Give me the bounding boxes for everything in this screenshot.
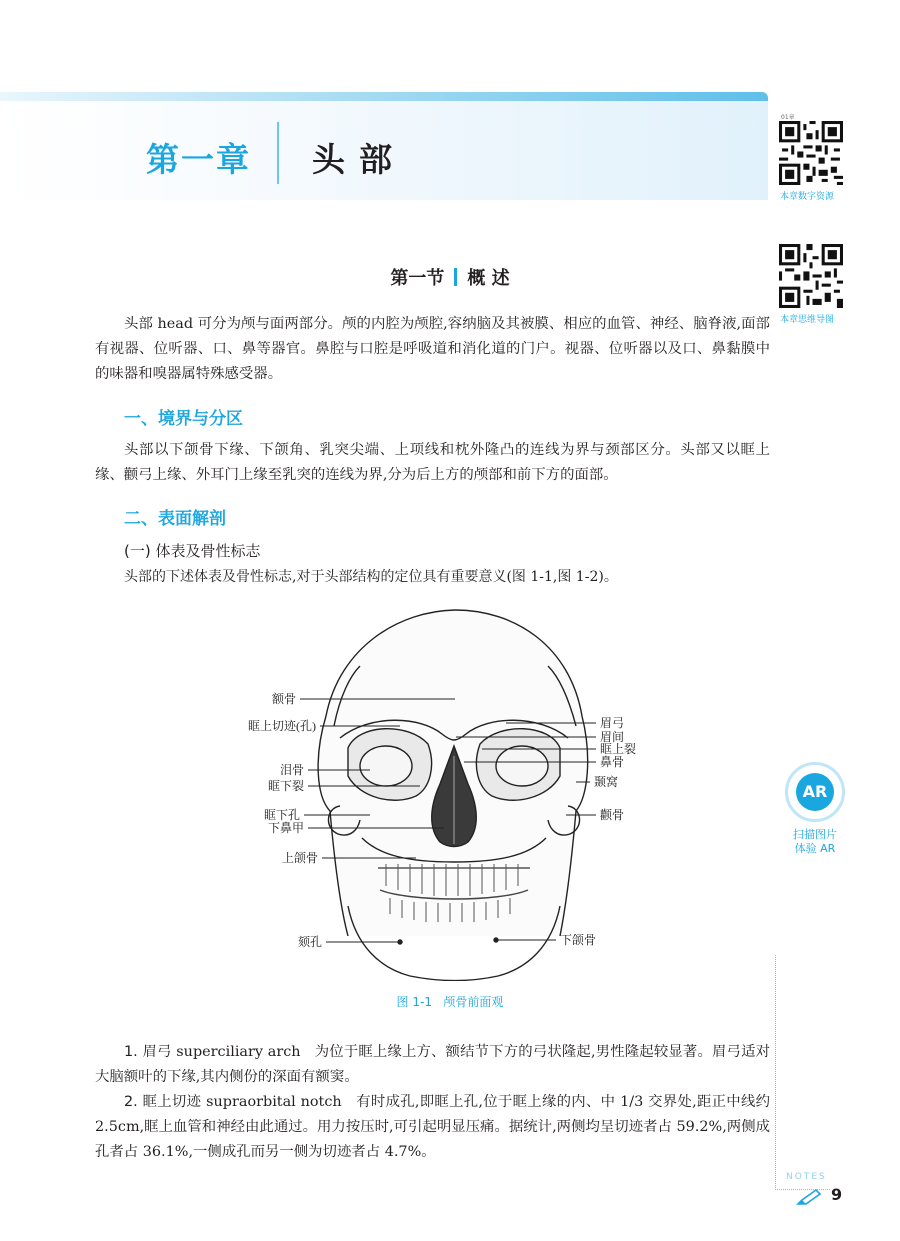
subsection2-heading: 二、表面解剖 — [124, 509, 226, 529]
label-nasal-bone: 鼻骨 — [600, 755, 625, 769]
item-supraorbital-notch — [95, 1090, 770, 1165]
subsection2-intro: 头部的下述体表及骨性标志,对于头部结构的定位具有重要意义(图 1-1,图 1-2)。 — [124, 569, 618, 585]
item1-english: superciliary arch — [176, 1044, 301, 1060]
ar-icon: AR — [796, 773, 834, 811]
subsection1-paragraph: 头部以下颌骨下缘、下颌角、乳突尖端、上项线和枕外隆凸的连线为界与颈部区分。头部又以眶上缘、颧弓上缘、外耳门上缘至乳突的连线为界,分为后上方的颅部和前下方的面部。 — [95, 442, 770, 483]
item1-term: 眉弓 — [142, 1044, 172, 1060]
item2-term: 眶上切迹 — [142, 1094, 202, 1110]
label-superior-orbital-fissure: 眶上裂 — [600, 742, 637, 756]
label-superciliary-arch: 眉弓 — [600, 716, 625, 730]
label-maxilla: 上颌骨 — [281, 851, 318, 865]
ar-caption-line1: 扫描图片 — [793, 828, 837, 841]
pencil-icon — [796, 1188, 822, 1206]
label-mental-foramen: 颏孔 — [297, 935, 322, 949]
label-temporal-fossa: 颞窝 — [594, 775, 619, 789]
subsection1-heading: 一、境界与分区 — [124, 409, 243, 429]
item2-number: 2. — [124, 1094, 138, 1110]
item2-english: supraorbital notch — [206, 1094, 342, 1110]
item2-text: 有时成孔,即眶上孔,位于眶上缘的内、中 1/3 交界处,距正中线约 2.5cm,眶上血管和神经由此通过。用力按压时,可引起明显压痛。据统计,两侧均呈切迹者占 59.2%,两侧成孔者占 36.1%,一侧成孔而另一侧为切迹者占 4.7%。 — [95, 1094, 771, 1160]
chapter-divider — [277, 122, 279, 184]
figure-caption-number: 图 1-1 — [396, 995, 432, 1009]
item-superciliary-arch — [95, 1040, 770, 1090]
qr-code-icon[interactable] — [779, 121, 843, 185]
label-supraorbital-notch: 眶上切迹(孔) — [248, 719, 316, 733]
notes-margin-line — [775, 955, 777, 1190]
label-zygomatic-bone: 颧骨 — [600, 808, 625, 822]
label-inferior-nasal-concha: 下鼻甲 — [267, 821, 304, 835]
section-number: 第一节 — [390, 268, 445, 289]
item1-text: 为位于眶上缘上方、额结节下方的弓状隆起,男性隆起较显著。眉弓适对大脑额叶的下缘,其内侧份的深面有额窦。 — [95, 1044, 771, 1085]
figure-caption — [0, 993, 900, 1010]
figure-caption-text: 颅骨前面观 — [443, 995, 504, 1009]
label-infraorbital-foramen: 眶下孔 — [263, 808, 300, 822]
qr1-tiny-label: 01章 — [781, 114, 795, 121]
label-glabella: 眉间 — [600, 730, 625, 744]
intro-paragraph: 头部 head 可分为颅与面两部分。颅的内腔为颅腔,容纳脑及其被膜、相应的血管、神经、脑脊液,面部有视器、位听器、口、鼻等器官。鼻腔与口腔是呼吸道和消化道的门户。视器、位听器以及口、鼻黏膜中的味器和嗅器属特殊感受器。 — [95, 316, 770, 382]
page-number: 9 — [831, 1185, 843, 1204]
chapter-title: 头部 — [312, 140, 406, 179]
subsection2-subheading: (一) 体表及骨性标志 — [124, 542, 261, 560]
qr2-caption: 本章思维导图 — [780, 315, 835, 325]
section-title — [0, 264, 900, 290]
ar-caption-line2: 体验 AR — [794, 842, 836, 855]
label-mandible: 下颌骨 — [560, 933, 597, 947]
label-inferior-orbital-fissure: 眶下裂 — [267, 779, 304, 793]
section-name: 概 述 — [467, 268, 510, 289]
banner-strip — [0, 92, 768, 101]
section-divider — [454, 268, 457, 286]
skull-figure — [230, 606, 670, 981]
ar-badge[interactable] — [785, 762, 845, 822]
chapter-number: 第一章 — [146, 140, 251, 179]
label-lacrimal-bone: 泪骨 — [279, 763, 304, 777]
qr1-caption: 本章数字资源 — [780, 192, 835, 202]
label-frontal-bone: 额骨 — [271, 692, 296, 706]
item1-number: 1. — [124, 1044, 138, 1060]
notes-label: NOTES — [786, 1172, 827, 1182]
